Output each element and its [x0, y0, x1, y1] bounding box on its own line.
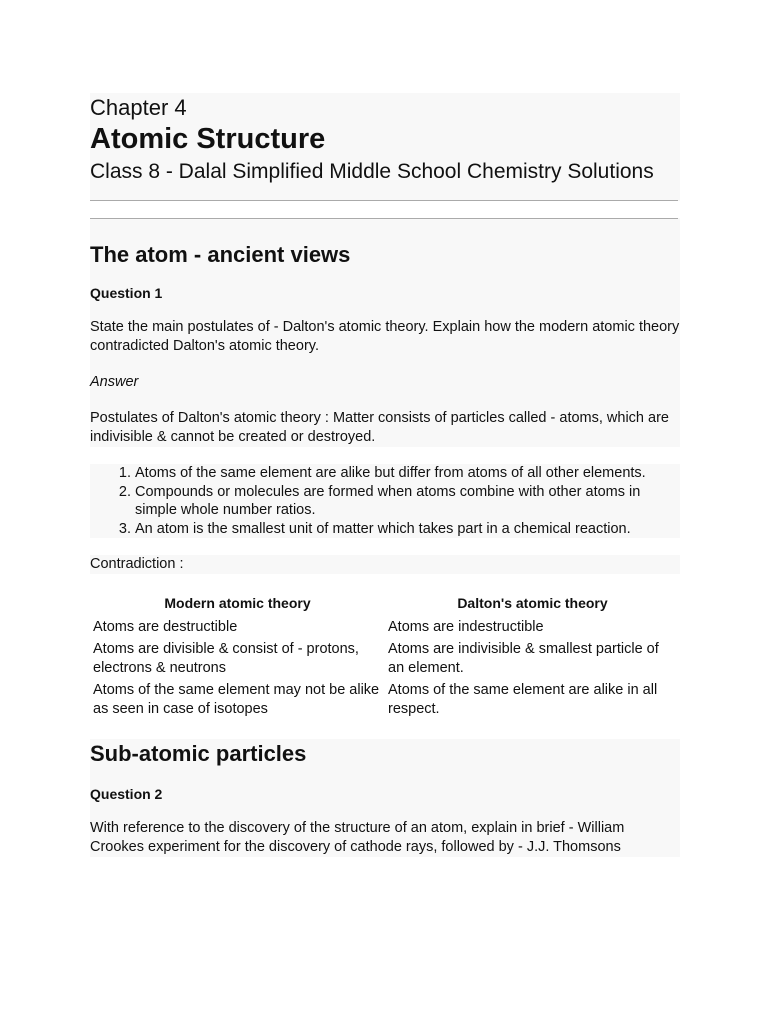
question-label: Question 2	[90, 786, 163, 802]
postulates-list	[90, 464, 680, 538]
chapter-title: Atomic Structure	[90, 123, 326, 155]
chapter-header	[90, 93, 680, 201]
table-cell: Atoms are indivisible & smallest particle of an element.	[388, 641, 659, 676]
answer-label: Answer	[90, 374, 139, 390]
table-header-row	[90, 594, 680, 616]
chapter-subtitle: Class 8 - Dalal Simplified Middle School Chemistry Solutions	[90, 160, 654, 183]
question-text: With reference to the discovery of the structure of an atom, explain in brief - William Crookes experiment for the discovery of cathode rays, followed by - J.J. Thomsons	[90, 820, 625, 855]
list-item: 1. Atoms of the same element are alike but differ from atoms of all other elements.	[135, 464, 680, 483]
table-row	[90, 616, 680, 639]
document-page	[90, 93, 680, 857]
table-cell: Atoms of the same element may not be alike as seen in case of isotopes	[93, 682, 380, 717]
table-row	[90, 679, 680, 720]
divider-gap	[90, 201, 680, 218]
answer-intro: Postulates of Dalton's atomic theory : Matter consists of particles called - atoms, which are indivisible & cannot be created or destroyed.	[90, 410, 669, 445]
comparison-table	[90, 594, 680, 720]
section-ancient-views	[90, 218, 680, 447]
list-item: 3. An atom is the smallest unit of matter which takes part in a chemical reaction.	[135, 520, 680, 539]
contradiction-label: Contradiction :	[90, 555, 680, 574]
column-header-dalton: Dalton's atomic theory	[457, 595, 608, 611]
section-title: Sub-atomic particles	[90, 741, 307, 766]
table-cell: Atoms are destructible	[93, 618, 238, 635]
section-sub-atomic	[90, 739, 680, 857]
table-cell: Atoms of the same element are alike in all respect.	[388, 682, 658, 717]
question-text: State the main postulates of - Dalton's atomic theory. Explain how the modern atomic theory contradicted Dalton's atomic theory.	[90, 319, 680, 354]
table-cell: Atoms are divisible & consist of - protons, electrons & neutrons	[93, 641, 359, 676]
table-cell: Atoms are indestructible	[388, 618, 544, 635]
chapter-number: Chapter 4	[90, 95, 187, 120]
section-title: The atom - ancient views	[90, 242, 351, 267]
question-label: Question 1	[90, 285, 163, 301]
list-item: 2. Compounds or molecules are formed when atoms combine with other atoms in simple whole number ratios.	[135, 483, 680, 520]
column-header-modern: Modern atomic theory	[164, 595, 311, 611]
table-row	[90, 638, 680, 679]
